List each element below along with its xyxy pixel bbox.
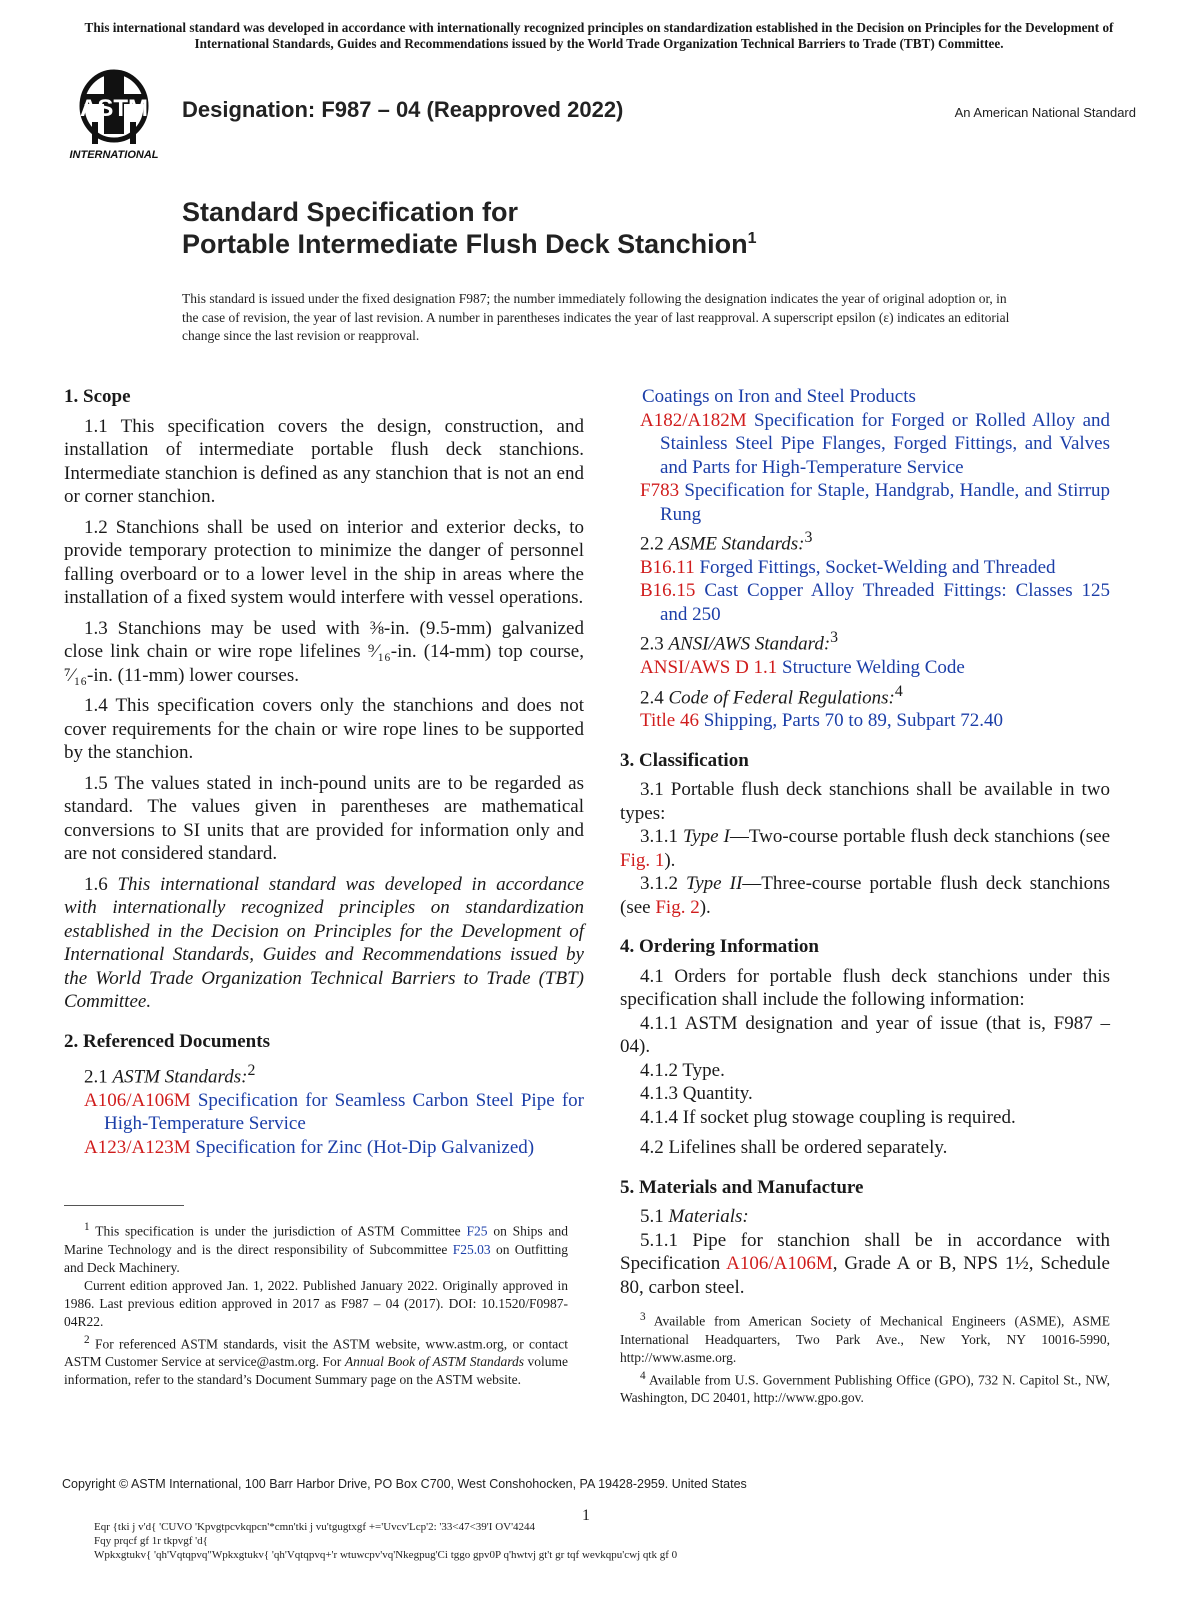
left-column [64, 385, 584, 1159]
para-1-6 [64, 873, 584, 1014]
license-line-3: Wpkxgtukv{ 'qh'Vqtqpvq"Wpkxgtukv{ 'qh'Vqtqpvq+'r wtuwcpv'vq'Nkegpug'Ci tggo gpv0P q'hwtvj gt't gr tqf wevkqpu'cwj qtk gf 0 [94, 1549, 678, 1561]
para-5-1 [620, 1205, 1110, 1229]
para-4-1-4: 4.1.4 If socket plug stowage coupling is required. [640, 1106, 1016, 1128]
para-2-1-text: ASTM Standards: [112, 1066, 248, 1088]
para-1-3: 1.3 Stanchions may be used with ⅜-in. (9.5-mm) galvanized close link chain or wire rope lifelines ⁹⁄₁₆-in. (14-mm) top course, ⁷⁄₁₆-in. (11-mm) lower courses. [64, 617, 584, 686]
para-2-3 [620, 626, 1110, 656]
ref-f783-code[interactable]: F783 [640, 480, 680, 501]
fig-2-link[interactable]: Fig. 2 [655, 896, 700, 918]
fig-1-link[interactable]: Fig. 1 [620, 849, 665, 871]
ref-a123 [64, 1136, 584, 1160]
para-3-1-2-num: 3.1.2 [640, 873, 678, 895]
a106-link[interactable]: A106/A106M [726, 1253, 833, 1275]
classification-heading: 3. Classification [620, 749, 749, 771]
astm-logo [62, 68, 172, 164]
ref-a123-cont [620, 385, 1110, 409]
para-2-2-num: 2.2 [640, 533, 664, 555]
footnote-1-c: on Outfitting and Deck Machinery. [64, 1241, 569, 1275]
ref-cfr-title[interactable]: Shipping, Parts 70 to 89, Subpart 72.40 [703, 710, 1003, 732]
intro-paragraph: This standard is issued under the fixed designation F987; the number immediately following the designation indicates the year of original adoption or, in the case of revision, the year of last revision. A number in parentheses indicates the year of last reapproval. A superscript epsilon (ε) indicates an editorial change since the last revision or reapproval. [182, 291, 1010, 343]
wto-notice: This international standard was developed in accordance with internationally recognized principles on standardization established in the Decision on Principles for the Development of International Standards, Guides and Recommendations issued by the World Trade Organization Technical Barriers to Trade (TBT) Committee. [84, 20, 1114, 51]
footnote-3-text: Available from American Society of Mechanical Engineers (ASME), ASME International Headquarters, Two Park Ave., New York, NY 10016-5990, http://www.asme.org. [620, 1313, 1110, 1365]
ref-a123-code[interactable]: A123/A123M [84, 1136, 191, 1158]
ref-b1615-title[interactable]: Cast Copper Alloy Threaded Fittings: Classes 125 and 250 [660, 580, 1111, 625]
ref-cfr [620, 709, 1110, 733]
footnote-2-a: For referenced ASTM standards, visit the ASTM website, www.astm.org, or contact ASTM Customer Service at service@astm.org. For [64, 1336, 569, 1369]
para-2-1-num: 2.1 [84, 1066, 108, 1088]
ref-b1611-code[interactable]: B16.11 [640, 556, 695, 578]
footnote-1-a: This specification is under the jurisdiction of ASTM Committee [95, 1223, 461, 1239]
document-title [182, 196, 757, 260]
para-2-4-num: 2.4 [640, 686, 664, 708]
materials-heading: 5. Materials and Manufacture [620, 1176, 864, 1198]
ref-f783 [620, 479, 1110, 526]
copyright: Copyright © ASTM International, 100 Barr Harbor Drive, PO Box C700, West Conshohocken, PA 19428-2959. United States [62, 1477, 747, 1491]
ref-a106 [64, 1089, 584, 1136]
footnotes-right [620, 1308, 1110, 1407]
title-line-2: Portable Intermediate Flush Deck Stanchion [182, 229, 748, 259]
ref-a182-title[interactable]: Specification for Forged or Rolled Alloy and Stainless Steel Pipe Flanges, Forged Fittings, and Valves and Parts for High-Temperature Service [660, 409, 1110, 478]
para-4-2: 4.2 Lifelines shall be ordered separately. [640, 1137, 948, 1159]
para-5-1-num: 5.1 [640, 1206, 664, 1228]
ref-cfr-code[interactable]: Title 46 [640, 710, 699, 732]
ref-b1611-title[interactable]: Forged Fittings, Socket-Welding and Threaded [699, 556, 1056, 578]
ref-a106-code[interactable]: A106/A106M [84, 1089, 191, 1111]
para-5-1-text: Materials: [668, 1206, 749, 1228]
para-2-1-sup: 2 [247, 1062, 256, 1079]
footnote-2-b: volume information, refer to the standard’s Document Summary page on the ASTM website. [64, 1354, 569, 1387]
para-3-1-1-end: ). [664, 849, 676, 871]
para-2-4 [620, 680, 1110, 710]
footnote-rule-left [64, 1205, 184, 1206]
ref-a182-code[interactable]: A182/A182M [640, 409, 747, 431]
para-3-1-2-end: ). [699, 896, 711, 918]
footnote-4-sup: 4 [640, 1369, 646, 1382]
page-number: 1 [582, 1507, 590, 1524]
para-3-1-1 [620, 825, 1110, 872]
para-4-1-1: 4.1.1 ASTM designation and year of issue (that is, F987 – 04). [620, 1012, 1110, 1058]
designation: Designation: F987 – 04 (Reapproved 2022) [182, 97, 624, 122]
american-national-standard: An American National Standard [954, 105, 1136, 120]
logo-subtext: INTERNATIONAL [69, 149, 159, 161]
para-5-1-1-text: 5.1.1 Pipe for stanchion shall be in accordance with Specification [620, 1229, 1110, 1275]
para-2-1 [64, 1059, 584, 1089]
para-3-1-1-num: 3.1.1 [640, 826, 678, 848]
license-line-2: Fqy prqcf gf 1r tkpvgf 'd{ [94, 1535, 208, 1547]
para-3-1-2-text: —Three-course portable flush deck stanchions (see [620, 873, 1111, 918]
footnote-1-sup: 1 [84, 1221, 90, 1233]
ref-a123-title[interactable]: Specification for Zinc (Hot-Dip Galvanized) [195, 1136, 535, 1158]
para-1-2: 1.2 Stanchions shall be used on interior and exterior decks, to provide temporary protection to minimize the danger of personnel falling overboard or to a lower level in the ship in areas where the installation of a fixed system would interfere with vessel operations. [64, 516, 584, 608]
para-3-1: 3.1 Portable flush deck stanchions shall be available in two types: [620, 779, 1110, 824]
ref-f783-title[interactable]: Specification for Staple, Handgrab, Handle, and Stirrup Rung [660, 480, 1110, 525]
para-2-2-text: ASME Standards: [668, 533, 805, 555]
para-1-6-num: 1.6 [84, 873, 108, 895]
para-1-1: 1.1 This specification covers the design, construction, and installation of intermediate portable flush deck stanchions. Intermediate stanchion is defined as any stanchion that is not an end or corner stanchion. [64, 415, 584, 507]
refdocs-heading: 2. Referenced Documents [64, 1030, 270, 1052]
ref-aws-title[interactable]: Structure Welding Code [782, 657, 965, 679]
footnote-4-text: Available from U.S. Government Publishing Office (GPO), 732 N. Capitol St., NW, Washington, DC 20401, http://www.gpo.gov. [620, 1372, 1110, 1405]
para-2-2 [620, 526, 1110, 556]
ref-b1615 [620, 579, 1110, 626]
astm-logo-icon [62, 68, 172, 164]
footnote-3-sup: 3 [640, 1311, 646, 1323]
title-line-1: Standard Specification for [182, 197, 519, 227]
para-5-1-1 [620, 1229, 1110, 1300]
license-line-1: Eqr {tki j v'd{ 'CUVO 'Kpvgtpcvkqpcn'*cmn'tki j vu'tgugtxgf +='Uvcv'Lcp'2: '33<47<39'I OV'4244 [94, 1521, 536, 1533]
title-footnote-ref: 1 [747, 230, 757, 247]
footnote-2 [64, 1331, 568, 1390]
para-3-1-1-text: —Two-course portable flush deck stanchions (see [729, 826, 1110, 848]
para-1-5: 1.5 The values stated in inch-pound units are to be regarded as standard. The values given in parentheses are mathematical conversions to SI units that are provided for information only and are not considered standard. [64, 772, 584, 864]
para-3-1-2 [620, 872, 1110, 919]
ref-b1611 [620, 556, 1110, 580]
footnote-4 [620, 1367, 1110, 1408]
para-2-2-sup: 3 [804, 529, 813, 546]
ref-a106-title[interactable]: Specification for Seamless Carbon Steel Pipe for High-Temperature Service [104, 1089, 584, 1135]
ref-b1615-code[interactable]: B16.15 [640, 580, 696, 602]
para-4-1: 4.1 Orders for portable flush deck stanchions under this specification shall include the following information: [620, 965, 1110, 1011]
para-1-6-text: This international standard was developed in accordance with internationally recognized principles on standardization established in the Decision on Principles for the Development of International Standards, Guides and Recommendations issued by the World Trade Organization Technical Barriers to Trade (TBT) Committee. [64, 873, 584, 1012]
para-4-1-3: 4.1.3 Quantity. [640, 1083, 753, 1105]
footnotes-left [64, 1218, 568, 1389]
para-4-1-2: 4.1.2 Type. [640, 1059, 725, 1081]
ref-a182 [620, 409, 1110, 480]
footnote-1-b: on Ships and Marine Technology and is the direct responsibility of Subcommittee [64, 1223, 569, 1257]
right-column [620, 385, 1110, 1306]
footnote-2-italic: Annual Book of ASTM Standards [344, 1354, 524, 1369]
para-3-1-1-type: Type I [682, 826, 730, 848]
para-1-4: 1.4 This specification covers only the stanchions and does not cover requirements for the chain or wire rope lines to be supported by the stanchion. [64, 695, 584, 763]
para-2-3-text: ANSI/AWS Standard: [668, 633, 831, 655]
para-2-3-sup: 3 [830, 629, 839, 647]
committee-f25-link[interactable]: F25 [466, 1223, 488, 1239]
para-2-3-num: 2.3 [640, 633, 664, 655]
ref-aws [620, 656, 1110, 680]
para-5-1-1-end: , Grade A or B, NPS 1½, Schedule 80, carbon steel. [620, 1253, 1110, 1298]
para-2-4-sup: 4 [894, 682, 903, 700]
footnote-3 [620, 1308, 1110, 1367]
para-3-1-2-type: Type II [686, 873, 743, 895]
ordering-heading: 4. Ordering Information [620, 936, 819, 958]
subcommittee-f2503-link[interactable]: F25.03 [452, 1241, 491, 1257]
para-2-4-text: Code of Federal Regulations: [668, 686, 895, 708]
logo-text: ASTM [80, 95, 148, 122]
scope-heading: 1. Scope [64, 386, 131, 407]
footnote-1-edition: Current edition approved Jan. 1, 2022. Published January 2022. Originally approved in 1986. Last previous edition approved in 2017 as F987 – 04 (2017). DOI: 10.1520/F0987-04R22. [64, 1277, 568, 1329]
ref-aws-code[interactable]: ANSI/AWS D 1.1 [640, 657, 778, 679]
license-watermark [94, 1520, 677, 1562]
footnote-1 [64, 1218, 568, 1277]
footnote-2-sup: 2 [84, 1333, 90, 1346]
ref-a123-title-cont[interactable]: Coatings on Iron and Steel Products [642, 386, 916, 407]
